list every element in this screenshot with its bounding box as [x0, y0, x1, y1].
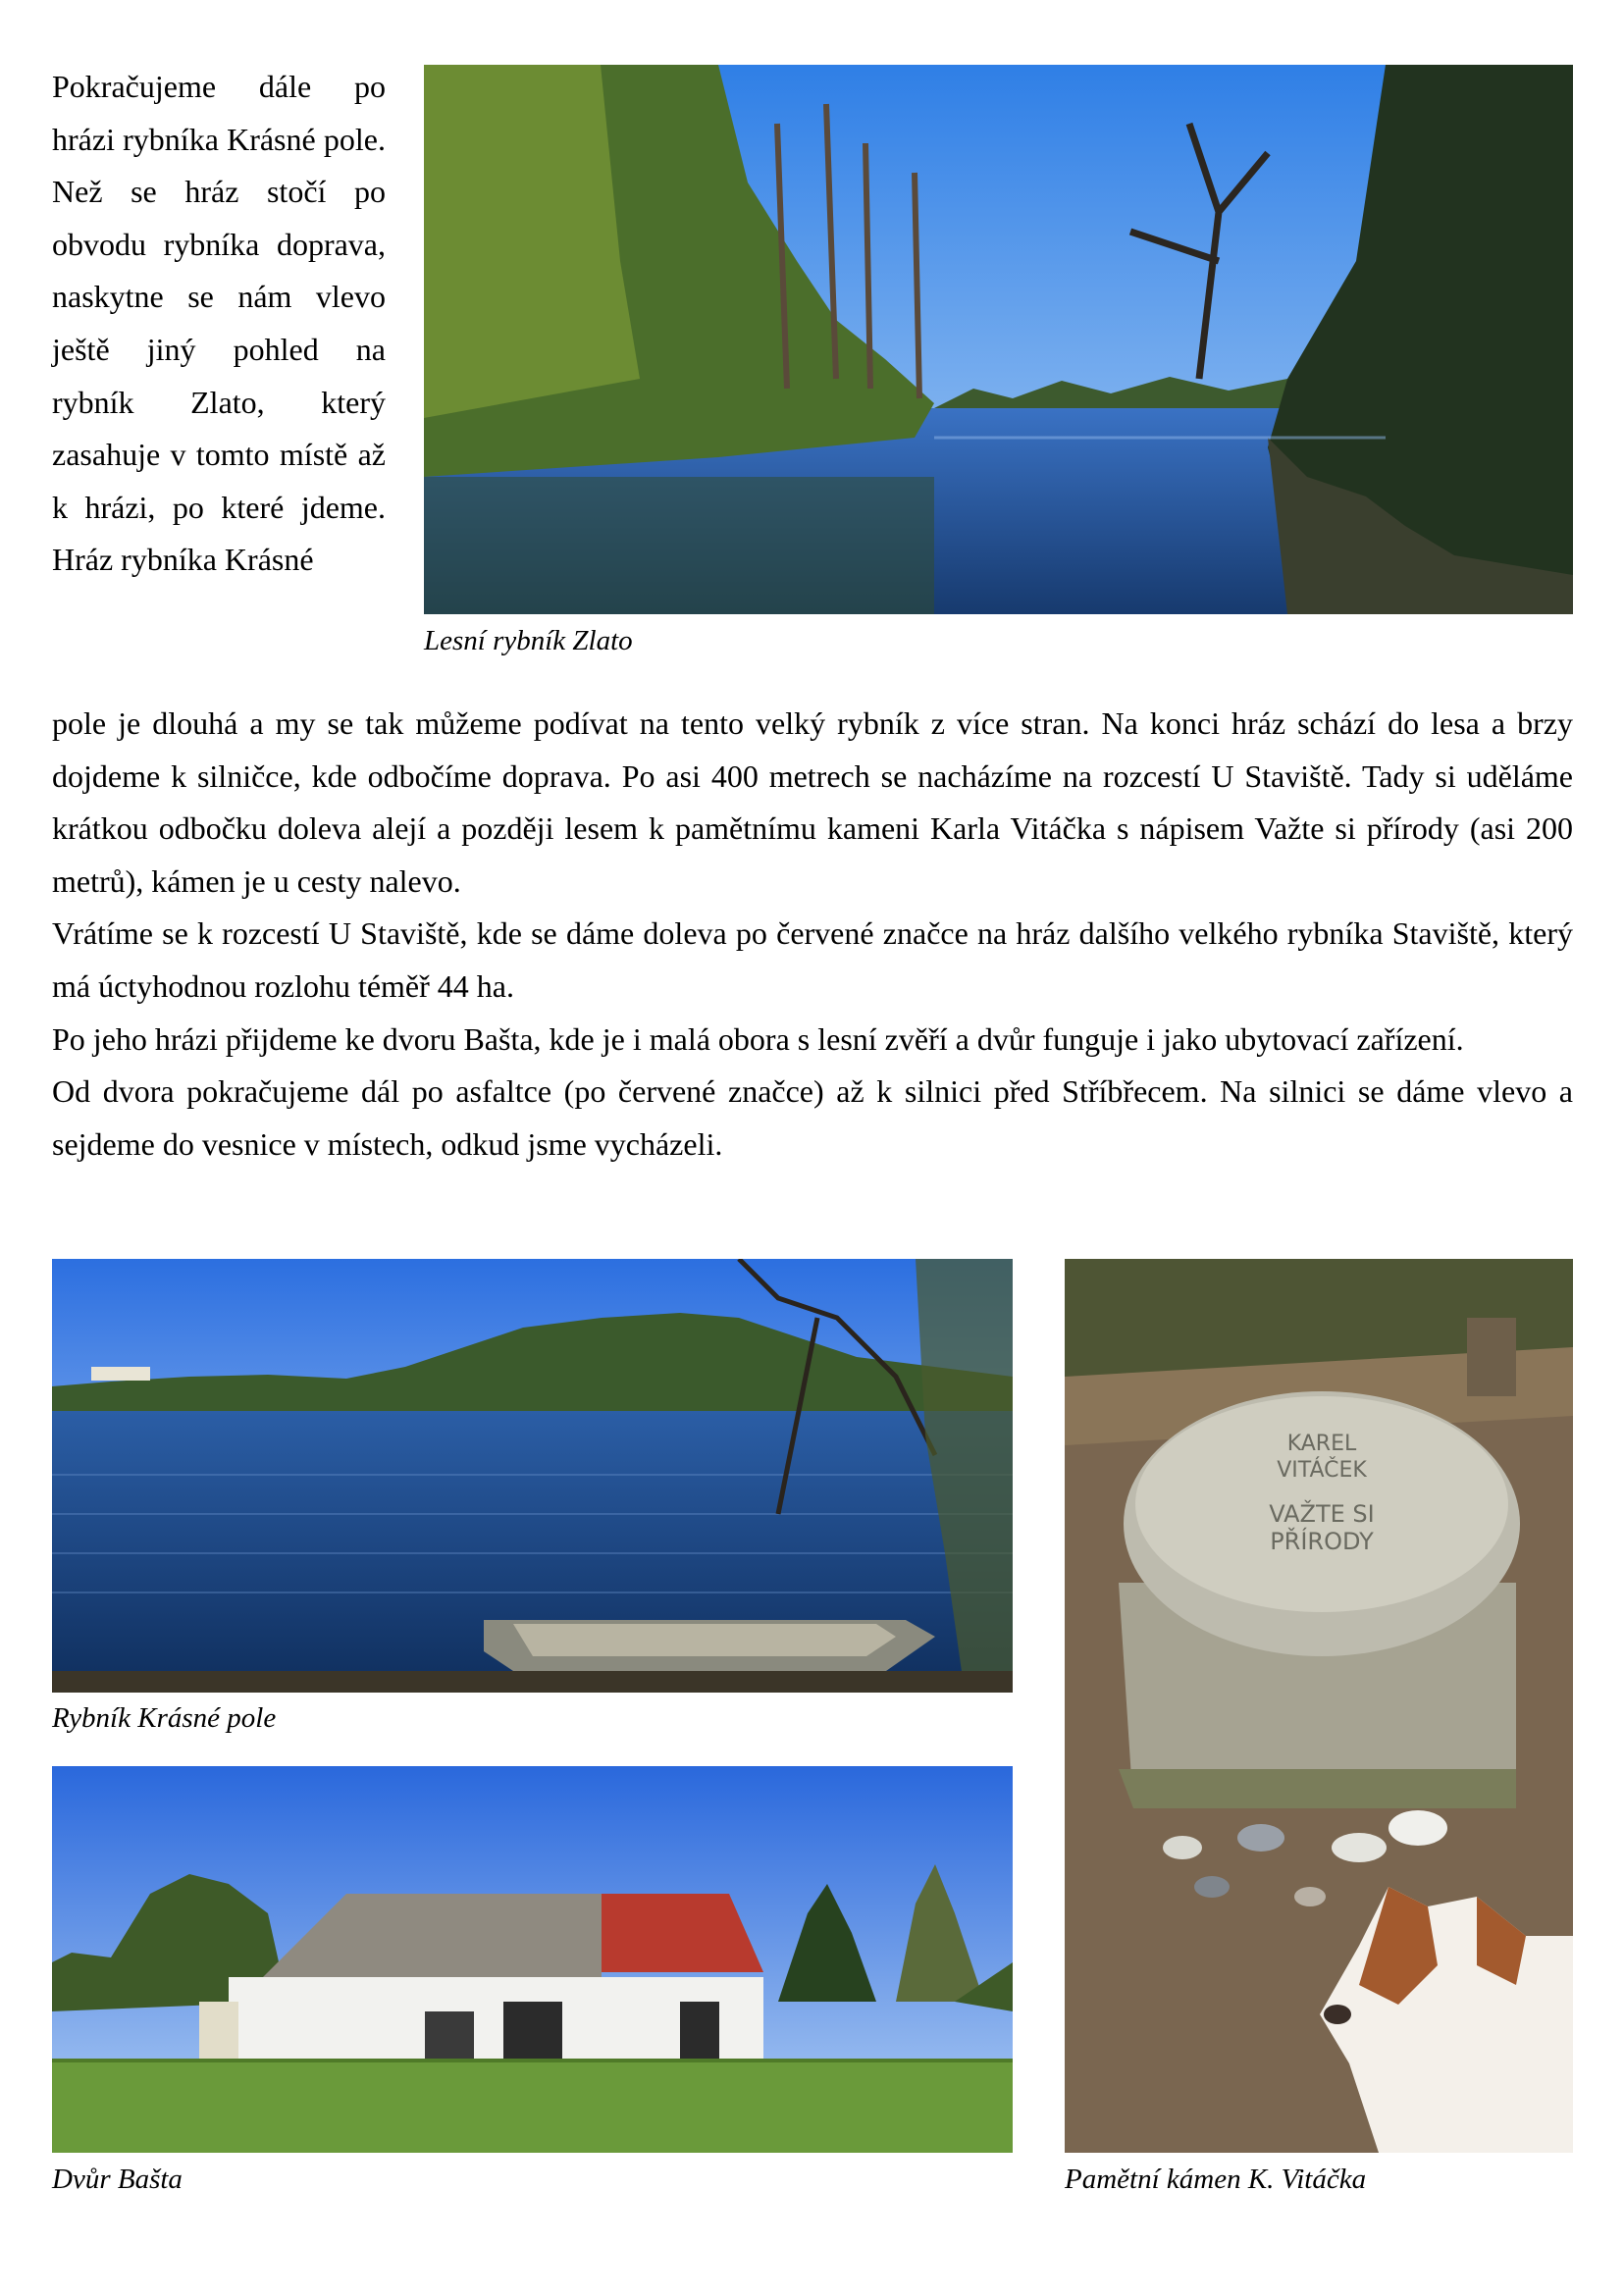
- intro-paragraph: Pokračujeme dále po hrázi rybníka Krásné pole. Než se hráz stočí po obvodu rybníka doprava, naskytne se nám vlevo ještě jiný pohled na rybník Zlato, který zasahuje v tomto místě až k hrázi, po které jdeme. Hráz rybníka Krásné: [52, 69, 386, 578]
- photo-zlato-pond: [424, 65, 1573, 614]
- stone-inscription-line-1: KAREL: [1286, 1432, 1357, 1456]
- stone-inscription-line-4: PŘÍRODY: [1270, 1528, 1374, 1555]
- paragraph-1: pole je dlouhá a my se tak můžeme podívat na tento velký rybník z více stran. Na konci hráz schází do lesa a brzy dojdeme k silničce, kde odbočíme doprava. Po asi 400 metrech se nacházíme na rozcestí U Staviště. Tady si uděláme krátkou odbočku doleva alejí a později lesem k pamětnímu kameni Karla Vitáčka s nápisem Važte si přírody (asi 200 metrů), kámen je u cesty nalevo.: [52, 705, 1573, 899]
- paragraph-2: Vrátíme se k rozcestí U Staviště, kde se dáme doleva po červené značce na hráz dalšího velkého rybníka Staviště, který má úctyhodnou rozlohu téměř 44 ha.: [52, 915, 1573, 1004]
- main-text-column: [52, 698, 1573, 1171]
- stone-inscription-line-2: VITÁČEK: [1277, 1458, 1367, 1483]
- paragraph-4: Od dvora pokračujeme dál po asfaltce (po červené značce) až k silnici před Stříbřecem. Na silnici se dáme vlevo a sejdeme do vesnice v místech, odkud jsme vycházeli.: [52, 1073, 1573, 1162]
- paragraph-3: Po jeho hrázi přijdeme ke dvoru Bašta, kde je i malá obora s lesní zvěří a dvůr funguje i jako ubytovací zařízení.: [52, 1020, 1464, 1057]
- caption-krasne-pole: Rybník Krásné pole: [52, 1702, 277, 1734]
- stone-inscription-line-3: VAŽTE SI: [1269, 1500, 1375, 1528]
- caption-kamen: Pamětní kámen K. Vitáčka: [1065, 2164, 1367, 2195]
- caption-zlato: Lesní rybník Zlato: [424, 625, 633, 656]
- intro-text-column: [52, 61, 386, 587]
- photo-basta-farm: [52, 1766, 1013, 2153]
- photo-memorial-stone: [1065, 1259, 1573, 2153]
- caption-basta: Dvůr Bašta: [52, 2164, 183, 2195]
- photo-krasne-pole-pond: [52, 1259, 1013, 1693]
